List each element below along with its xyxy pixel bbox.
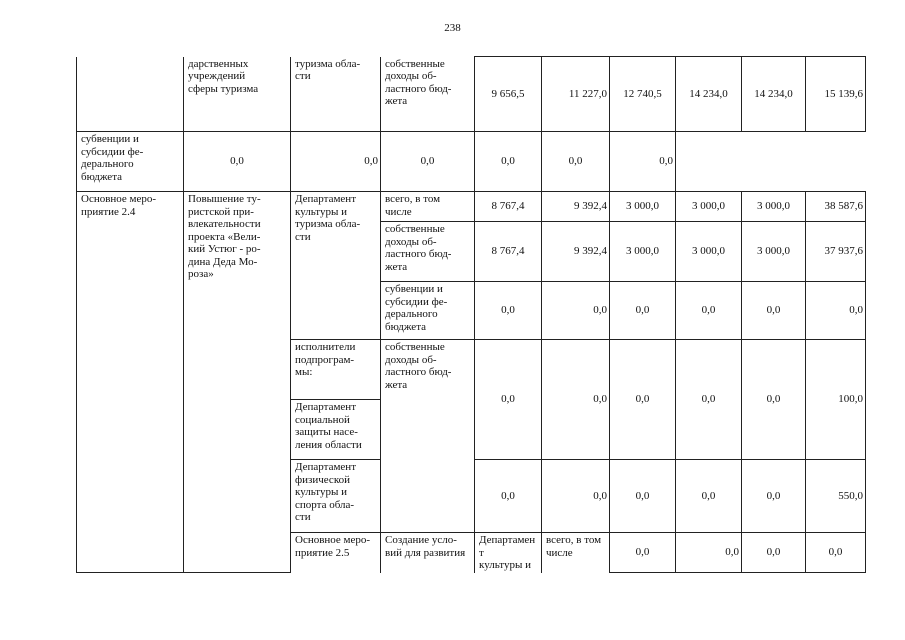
value-cell: 0,0: [542, 282, 610, 340]
executor-cell: исполнители подпрограм- мы:: [291, 340, 381, 400]
value-cell: 0,0: [742, 282, 806, 340]
executor-cell: Департамент социальной защиты насе- ления области: [291, 400, 381, 460]
value-cell: 0,0: [475, 132, 542, 192]
value-cell: 0,0: [475, 460, 542, 533]
table-row: [77, 57, 866, 132]
executor-cell: Департамент культуры и: [475, 533, 542, 573]
value-cell: 550,0: [806, 460, 866, 533]
funding-source-cell: субвенции и субсидии фе- дерального бюджета: [77, 132, 184, 192]
table-row: [77, 192, 866, 222]
budget-table: [76, 56, 866, 573]
table-row: [77, 132, 866, 192]
value-cell: 0,0: [542, 460, 610, 533]
value-cell: 9 392,4: [542, 192, 610, 222]
funding-source-cell: собственные доходы об- ластного бюд- жета: [381, 222, 475, 282]
value-cell: 0,0: [676, 340, 742, 460]
value-cell: 3 000,0: [610, 192, 676, 222]
value-cell: 0,0: [610, 282, 676, 340]
value-cell: 0,0: [806, 282, 866, 340]
value-cell: 0,0: [742, 460, 806, 533]
value-cell: 0,0: [610, 340, 676, 460]
value-cell: 0,0: [291, 132, 381, 192]
executor-cell: Департамент физической культуры и спорта обла- сти: [291, 460, 381, 533]
value-cell: 9 392,4: [542, 222, 610, 282]
executor-cell: туризма обла- сти: [291, 57, 381, 132]
measure-description-cell: Создание усло- вий для развития: [381, 533, 475, 573]
value-cell: 12 740,5: [610, 57, 676, 132]
value-cell: 0,0: [742, 340, 806, 460]
value-cell: 3 000,0: [742, 192, 806, 222]
measure-cell: [77, 57, 184, 132]
value-cell: 0,0: [475, 282, 542, 340]
value-cell: 37 937,6: [806, 222, 866, 282]
funding-source-cell: собственные доходы об- ластного бюд- жета: [381, 340, 475, 533]
value-cell: 0,0: [742, 533, 806, 573]
value-cell: 11 227,0: [542, 57, 610, 132]
value-cell: 0,0: [184, 132, 291, 192]
page-number: 238: [444, 22, 461, 34]
value-cell: 8 767,4: [475, 222, 542, 282]
value-cell: 0,0: [676, 282, 742, 340]
funding-source-cell: субвенции и субсидии фе- дерального бюджета: [381, 282, 475, 340]
funding-source-cell: всего, в том числе: [542, 533, 610, 573]
measure-cell: Основное меро- приятие 2.5: [291, 533, 381, 573]
value-cell: 0,0: [381, 132, 475, 192]
value-cell: 0,0: [610, 460, 676, 533]
measure-description-cell: дарственных учреждений сферы туризма: [184, 57, 291, 132]
value-cell: 15 139,6: [806, 57, 866, 132]
value-cell: 0,0: [610, 533, 676, 573]
value-cell: 14 234,0: [742, 57, 806, 132]
value-cell: 3 000,0: [610, 222, 676, 282]
value-cell: 0,0: [475, 340, 542, 460]
measure-cell: Основное меро- приятие 2.4: [77, 192, 184, 573]
value-cell: 0,0: [542, 340, 610, 460]
value-cell: 0,0: [542, 132, 610, 192]
value-cell: 9 656,5: [475, 57, 542, 132]
value-cell: 100,0: [806, 340, 866, 460]
value-cell: 0,0: [676, 460, 742, 533]
value-cell: 38 587,6: [806, 192, 866, 222]
executor-cell: Департамент культуры и туризма обла- сти: [291, 192, 381, 340]
value-cell: 3 000,0: [676, 192, 742, 222]
value-cell: 8 767,4: [475, 192, 542, 222]
funding-source-cell: всего, в том числе: [381, 192, 475, 222]
value-cell: 3 000,0: [742, 222, 806, 282]
measure-description-cell: Повышение ту- ристской при- влекательности проекта «Вели- кий Устюг - ро- дина Деда Мо- роза»: [184, 192, 291, 573]
value-cell: 0,0: [806, 533, 866, 573]
value-cell: 14 234,0: [676, 57, 742, 132]
value-cell: 3 000,0: [676, 222, 742, 282]
value-cell: 0,0: [610, 132, 676, 192]
value-cell: 0,0: [676, 533, 742, 573]
funding-source-cell: собственные доходы об- ластного бюд- жета: [381, 57, 475, 132]
